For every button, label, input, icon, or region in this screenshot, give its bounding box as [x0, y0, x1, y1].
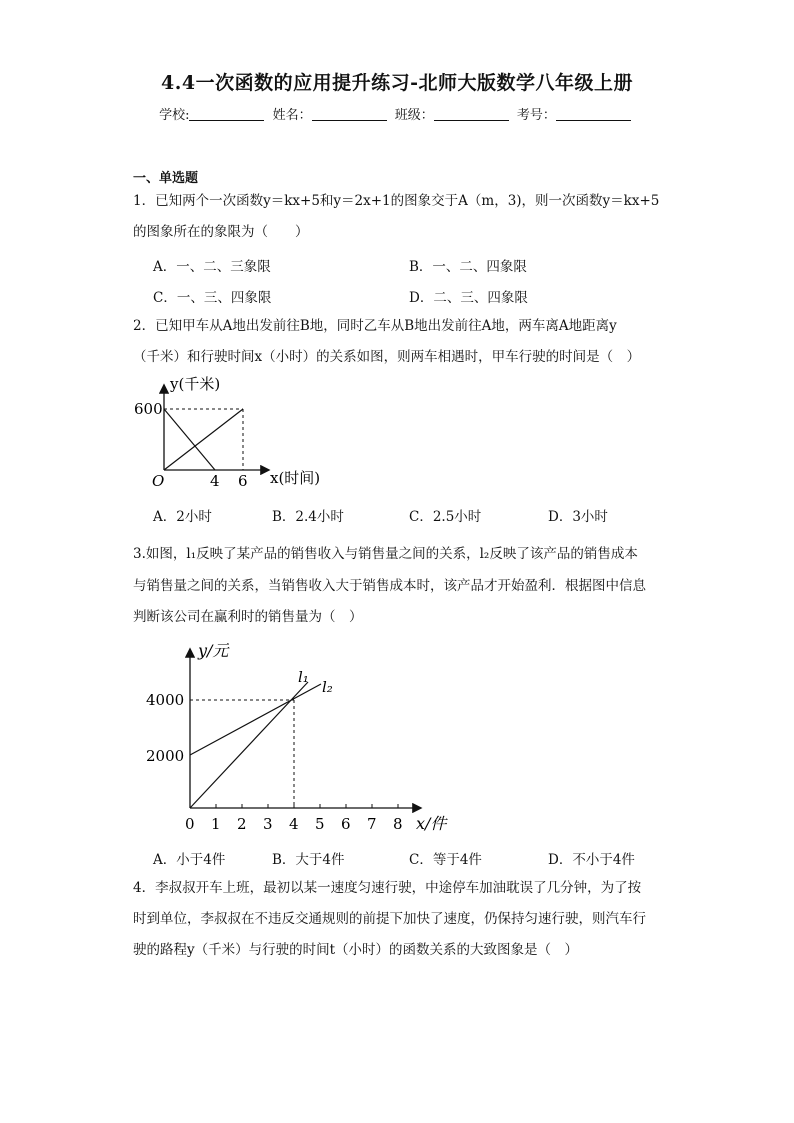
q3-x-tick: 5 — [315, 815, 325, 833]
q3-y-tick: 2000 — [146, 747, 185, 765]
name-label: 姓名： — [272, 108, 312, 123]
q3-x-tick: 0 — [185, 815, 195, 833]
question-1-option-b[interactable]: B．一、二、四象限 — [409, 259, 527, 275]
school-label: 学校: — [159, 108, 190, 123]
q2-x-tick: 4 — [210, 472, 220, 490]
question-3-option-b[interactable]: B．大于4件 — [272, 852, 345, 868]
q3-x-tick: 8 — [393, 815, 403, 833]
name-blank[interactable] — [312, 108, 387, 121]
question-3-line-3: 判断该公司在赢利时的销售量为（ ） — [133, 609, 363, 625]
question-2-option-c[interactable]: C．2.5小时 — [409, 509, 482, 525]
page-title: 4.4一次函数的应用提升练习-北师大版数学八年级上册 — [161, 72, 633, 94]
q3-x-tick: 6 — [341, 815, 351, 833]
question-3-option-c[interactable]: C．等于4件 — [409, 852, 482, 868]
question-2-line-2: （千米）和行驶时间x（小时）的关系如图，则两车相遇时，甲车行驶的时间是（ ） — [133, 349, 641, 365]
q3-x-tick: 2 — [237, 815, 247, 833]
student-info-line — [0, 104, 794, 123]
q2-line-car-a — [164, 409, 243, 470]
question-2-line-1: 2．已知甲车从A地出发前往B地，同时乙车从B地出发前往A地，两车离A地距离y — [133, 318, 617, 334]
question-1-option-c[interactable]: C．一、三、四象限 — [153, 290, 272, 306]
q3-x-tick: 7 — [367, 815, 377, 833]
question-2-option-b[interactable]: B．2.4小时 — [272, 509, 344, 525]
class-label: 班级： — [394, 108, 434, 123]
section-heading: 一、单选题 — [133, 171, 199, 186]
question-2-graph — [130, 368, 350, 493]
school-blank[interactable] — [189, 108, 264, 121]
q2-origin-label: O — [152, 472, 165, 490]
question-2-option-d[interactable]: D．3小时 — [548, 509, 608, 525]
q3-x-tick: 4 — [289, 815, 299, 833]
question-1-option-a[interactable]: A．一、二、三象限 — [153, 259, 271, 275]
q3-x-tick: 1 — [211, 815, 221, 833]
class-blank[interactable] — [434, 108, 509, 121]
question-4-line-3: 驶的路程y（千米）与行驶的时间t（小时）的函数关系的大致图象是（ ） — [133, 942, 579, 958]
question-1-option-d[interactable]: D．二、三、四象限 — [409, 290, 528, 306]
question-1-line-2: 的图象所在的象限为（ ） — [133, 224, 309, 240]
question-4-line-1: 4．李叔叔开车上班，最初以某一速度匀速行驶，中途停车加油耽误了几分钟，为了按 — [133, 880, 642, 896]
question-4-line-2: 时到单位，李叔叔在不违反交通规则的前提下加快了速度，仍保持匀速行驶，则汽车行 — [133, 911, 646, 927]
q3-x-label: x/件 — [416, 814, 447, 833]
exam-number-blank[interactable] — [556, 108, 631, 121]
q2-y-label: y(千米) — [170, 375, 221, 393]
q3-line-l2 — [190, 684, 321, 755]
q2-y-tick: 600 — [134, 400, 163, 418]
question-1-line-1: 1．已知两个一次函数y＝kx+5和y＝2x+1的图象交于A（m，3)，则一次函数y＝kx+5 — [133, 193, 660, 209]
question-3-graph — [140, 638, 460, 838]
q3-y-tick: 4000 — [146, 691, 185, 709]
q3-x-tick: 3 — [263, 815, 273, 833]
q2-line-car-b — [164, 409, 215, 470]
q3-l2-label: l₂ — [322, 678, 333, 696]
exam-number-label: 考号： — [516, 108, 556, 123]
q3-l1-label: l₁ — [298, 668, 309, 686]
question-3-line-2: 与销售量之间的关系，当销售收入大于销售成本时，该产品才开始盈利．根据图中信息 — [133, 578, 646, 594]
q2-x-tick: 6 — [238, 472, 248, 490]
q3-y-label: y/元 — [198, 641, 229, 660]
question-2-option-a[interactable]: A．2小时 — [153, 509, 212, 525]
question-3-option-a[interactable]: A．小于4件 — [153, 852, 226, 868]
q2-x-label: x(时间) — [270, 469, 321, 487]
question-3-option-d[interactable]: D．不小于4件 — [548, 852, 635, 868]
question-3-line-1: 3.如图，l₁反映了某产品的销售收入与销售量之间的关系，l₂反映了该产品的销售成本 — [133, 546, 638, 562]
